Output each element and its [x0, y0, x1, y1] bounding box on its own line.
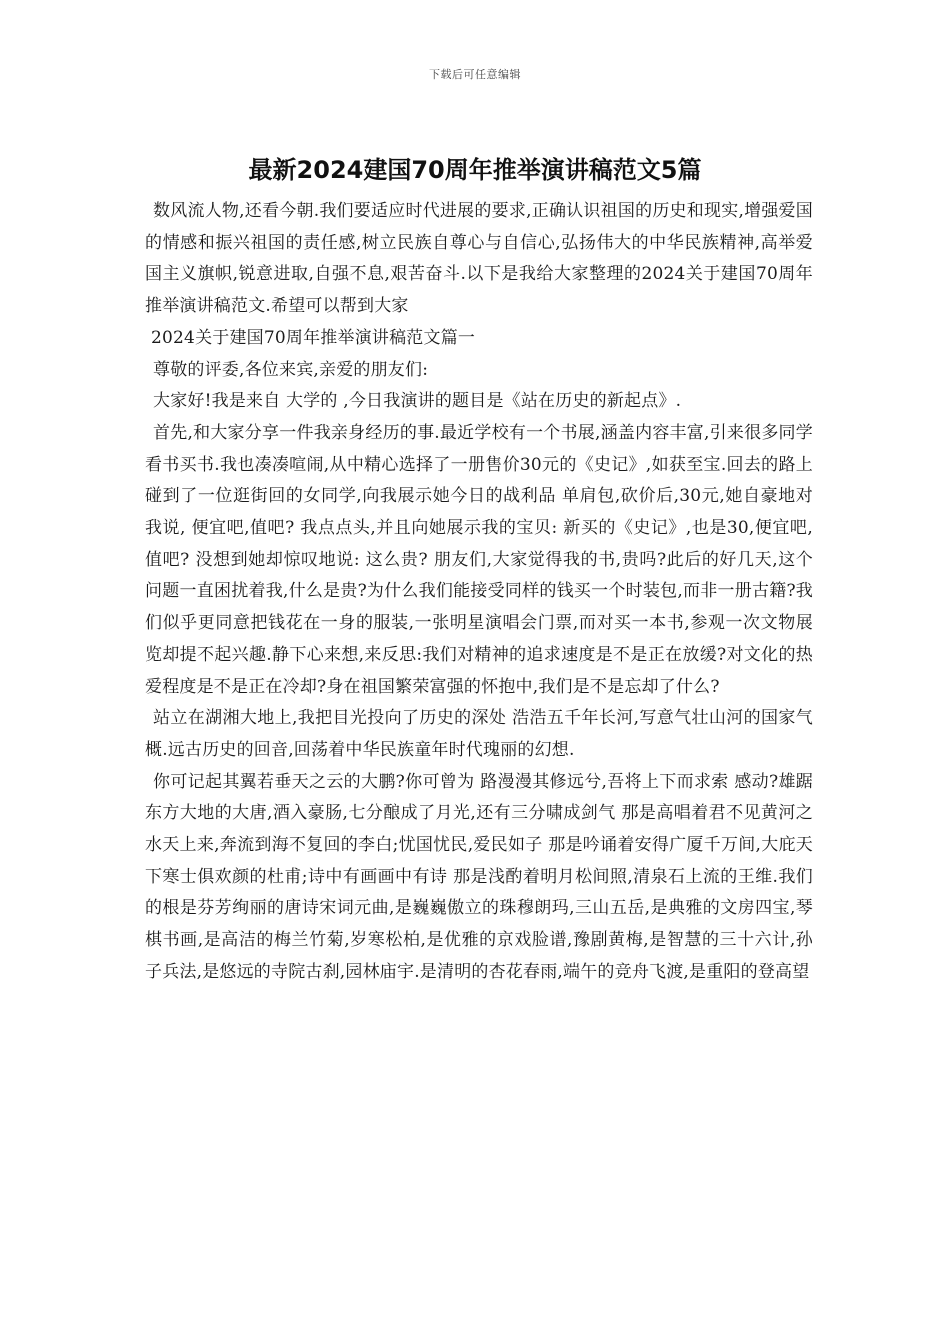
section-heading: 2024关于建国70周年推举演讲稿范文篇一 — [151, 327, 476, 348]
paragraph-story: 首先,和大家分享一件我亲身经历的事.最近学校有一个书展,涵盖内容丰富,引来很多同学看书买书.我也凑凑喧闹,从中精心选择了一册售价30元的《史记》,如获至宝.回去的路上碰到了一位逛街回的女同学,向我展示她今日的战利品 单肩包,砍价后,30元,她自豪地对我说, 便宜吧,值吧? 我点点头,并且向她展示我的宝贝: 新买的《史记》,也是30,便宜吧,值吧? 没想到她却惊叹地说: 这么贵? 朋友们,大家觉得我的书,贵吗?此后的好几天,这个问题一直困扰着我,什么是贵?为什么我们能接受同样的钱买一个时装包,而非一册古籍?我们似乎更同意把钱花在一身的服装,一张明星演唱会门票,而对买一本书,参观一次文物展览却提不起兴趣.静下心来想,来反思:我们对精神的追求速度是不是正在放缓?对文化的热爱程度是不是正在冷却?身在祖国繁荣富强的怀抱中,我们是不是忘却了什么? — [145, 422, 813, 697]
paragraph-intro: 数风流人物,还看今朝.我们要适应时代进展的要求,正确认识祖国的历史和现实,增强爱国的情感和振兴祖国的责任感,树立民族自尊心与自信心,弘扬伟大的中华民族精神,高举爱国主义旗帜,锐意进取,自强不息,艰苦奋斗.以下是我给大家整理的2024关于建国70周年推举演讲稿范文.希望可以帮到大家 — [145, 201, 813, 317]
paragraph-culture: 你可记起其翼若垂天之云的大鹏?你可曾为 路漫漫其修远兮,吾将上下而求索 感动?雄踞东方大地的大唐,酒入豪肠,七分酿成了月光,还有三分啸成剑气 那是高唱着君不见黄河之水天上来,奔流到海不复回的李白;忧国忧民,爱民如子 那是吟诵着安得广厦千万间,大庇天下寒士俱欢颜的杜甫;诗中有画画中有诗 那是浅酌着明月松间照,清泉石上流的王维.我们的根是芬芳绚丽的唐诗宋词元曲,是巍巍傲立的珠穆朗玛,三山五岳,是典雅的文房四宝,琴棋书画,是高洁的梅兰竹菊,岁寒松柏,是优雅的京戏脸谱,豫剧黄梅,是智慧的三十六计,孙子兵法,是悠远的寺院古刹,园林庙宇.是清明的杏花春雨,端午的竞舟飞渡,是重阳的登高望 — [145, 771, 813, 982]
document-title: 最新2024建国70周年推举演讲稿范文5篇 — [248, 156, 702, 184]
document-body — [145, 196, 813, 989]
paragraph-salutation: 尊敬的评委,各位来宾,亲爱的朋友们: — [153, 359, 429, 380]
paragraph-history: 站立在湖湘大地上,我把目光投向了历史的深处 浩浩五千年长河,写意气壮山河的国家气概.远古历史的回音,回荡着中华民族童年时代瑰丽的幻想. — [145, 708, 813, 760]
header-note: 下载后可任意编辑 — [429, 68, 521, 81]
paragraph-greeting: 大家好!我是来自 大学的 ,今日我演讲的题目是《站在历史的新起点》. — [153, 391, 682, 412]
